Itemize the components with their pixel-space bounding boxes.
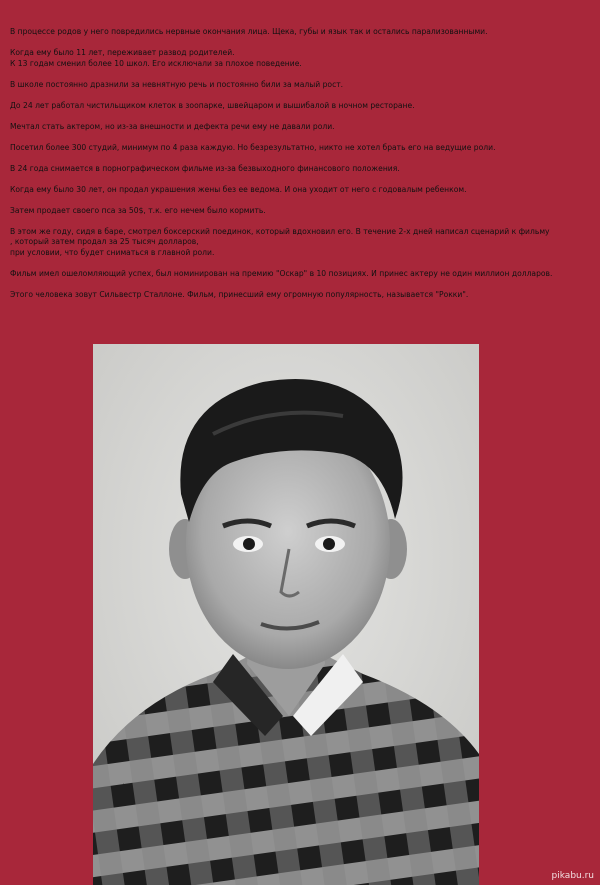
story-paragraph — [10, 164, 598, 175]
story-paragraph — [10, 227, 598, 259]
story-paragraph — [10, 185, 598, 196]
story-line: До 24 лет работал чистильщиком клеток в зоопарке, швейцаром и вышибалой в ночном ресторане. — [10, 100, 415, 110]
story-line: Затем продает своего пса за 50$, т.к. его нечем было кормить. — [10, 205, 266, 215]
story-paragraph — [10, 269, 598, 280]
story-paragraph — [10, 143, 598, 154]
story-line: , который затем продал за 25 тысяч долларов, — [10, 237, 199, 246]
story-paragraph — [10, 122, 598, 133]
boy-portrait-illustration — [93, 344, 479, 885]
story-paragraph — [10, 80, 598, 91]
story-line: В школе постоянно дразнили за невнятную речь и постоянно били за малый рост. — [10, 79, 344, 89]
story-line: К 13 годам сменил более 10 школ. Его исключали за плохое поведение. — [10, 58, 302, 68]
story-line: Мечтал стать актером, но из-за внешности и дефекта речи ему не давали роли. — [10, 121, 335, 131]
story-line: при условии, что будет сниматься в главной роли. — [10, 247, 215, 257]
story-line: В процессе родов у него повредились нервные окончания лица. Щека, губы и язык так и остались парализованными. — [10, 27, 488, 36]
site-watermark: pikabu.ru — [551, 871, 594, 881]
story-paragraph — [10, 290, 598, 301]
story-line: Посетил более 300 студий, минимум по 4 раза каждую. Но безрезультатно, никто не хотел брать его на ведущие роли. — [10, 142, 496, 152]
story-line: Фильм имел ошеломляющий успех, был номинирован на премию "Оскар" в 10 позициях. И принес актеру не один миллион долларов. — [10, 268, 553, 278]
story-paragraph — [10, 48, 598, 69]
story-line: Когда ему было 11 лет, переживает развод родителей. — [10, 48, 235, 57]
story-line: В этом же году, сидя в баре, смотрел боксерский поединок, который вдохновил его. В течение 2-х дней написал сценарий к фильму — [10, 226, 550, 236]
story-paragraph — [10, 27, 598, 38]
story-line: В 24 года снимается в порнографическом фильме из-за безвыходного финансового положения. — [10, 163, 400, 173]
story-paragraph — [10, 206, 598, 217]
story-paragraph — [10, 101, 598, 112]
portrait-photo — [93, 344, 479, 885]
story-line: Этого человека зовут Сильвестр Сталлоне. Фильм, принесший ему огромную популярность, называется "Рокки". — [10, 289, 469, 299]
story-text — [10, 27, 598, 311]
story-line: Когда ему было 30 лет, он продал украшения жены без ее ведома. И она уходит от него с годовалым ребенком. — [10, 184, 467, 194]
